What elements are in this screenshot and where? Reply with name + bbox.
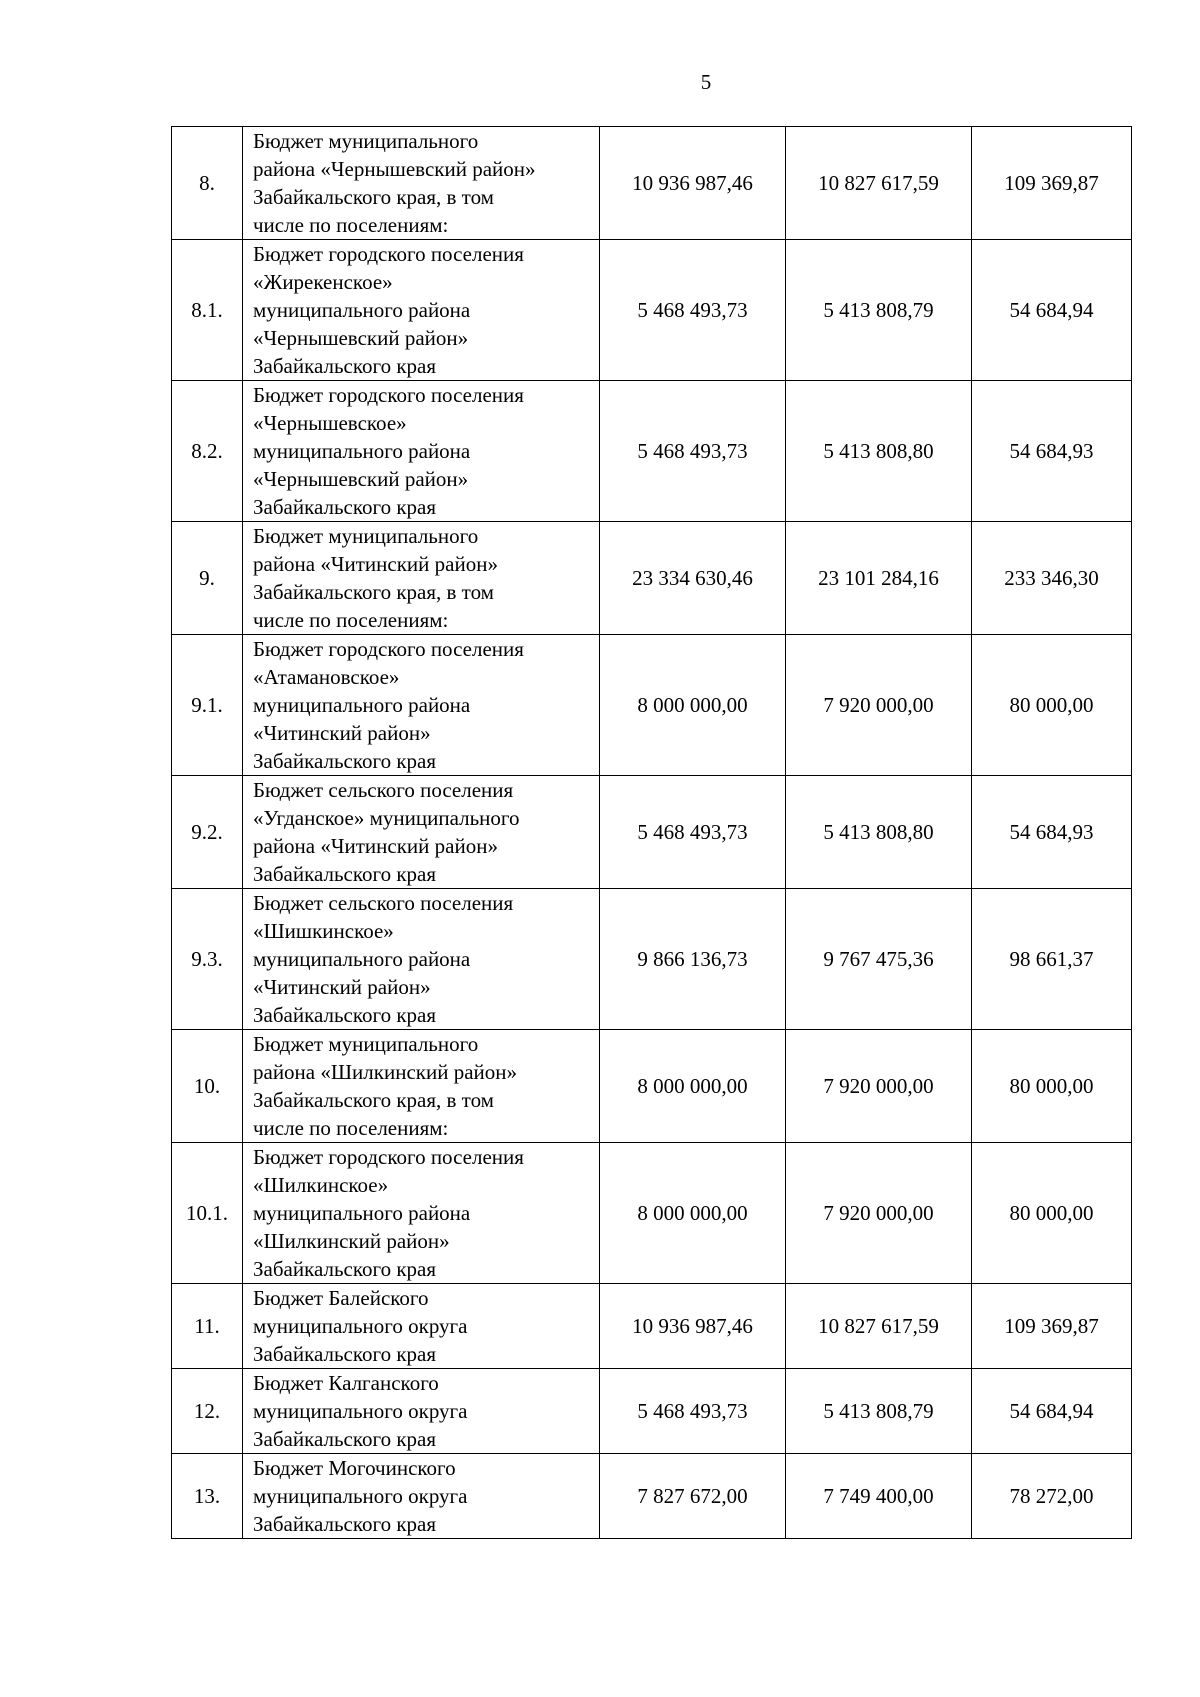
local-amount-cell: 54 684,94 bbox=[972, 240, 1132, 381]
budget-name-line: Забайкальского края bbox=[253, 1003, 437, 1027]
budget-name-cell bbox=[243, 635, 600, 776]
budget-name-line: «Атамановское» bbox=[253, 665, 400, 689]
budget-name-line: Забайкальского края bbox=[253, 1342, 437, 1366]
regional-amount-cell: 7 749 400,00 bbox=[786, 1454, 972, 1539]
total-amount-cell: 9 866 136,73 bbox=[600, 889, 786, 1030]
budget-name-line: «Чернышевский район» bbox=[253, 467, 469, 491]
budget-name-cell bbox=[243, 127, 600, 240]
budget-name-line: муниципального района bbox=[253, 439, 471, 463]
budget-name-line: Бюджет городского поселения bbox=[253, 637, 524, 661]
table-row bbox=[172, 1369, 1132, 1454]
budget-name-line: Бюджет муниципального bbox=[253, 1032, 479, 1056]
budget-name-line: муниципального района bbox=[253, 947, 471, 971]
budget-name-line: Забайкальского края bbox=[253, 495, 437, 519]
local-amount-cell: 78 272,00 bbox=[972, 1454, 1132, 1539]
budget-name-line: района «Читинский район» bbox=[253, 834, 498, 858]
total-amount-cell: 10 936 987,46 bbox=[600, 1284, 786, 1369]
budget-name-line: Забайкальского края bbox=[253, 1257, 437, 1281]
local-amount-cell: 109 369,87 bbox=[972, 1284, 1132, 1369]
budget-name-line: «Жирекенское» bbox=[253, 270, 393, 294]
local-amount-cell: 54 684,93 bbox=[972, 381, 1132, 522]
regional-amount-cell: 5 413 808,80 bbox=[786, 381, 972, 522]
total-amount-cell: 10 936 987,46 bbox=[600, 127, 786, 240]
budget-name-line: Забайкальского края bbox=[253, 1512, 437, 1536]
budget-name-cell bbox=[243, 381, 600, 522]
budget-name-line: Бюджет Балейского bbox=[253, 1286, 429, 1310]
row-number-cell: 8. bbox=[172, 127, 243, 240]
budget-name-cell bbox=[243, 776, 600, 889]
total-amount-cell: 8 000 000,00 bbox=[600, 1030, 786, 1143]
budget-name-line: Бюджет муниципального bbox=[253, 129, 479, 153]
row-number-cell: 9.3. bbox=[172, 889, 243, 1030]
local-amount-cell: 98 661,37 bbox=[972, 889, 1132, 1030]
budget-name-line: муниципального округа bbox=[253, 1314, 468, 1338]
budget-name-cell bbox=[243, 1030, 600, 1143]
regional-amount-cell: 5 413 808,80 bbox=[786, 776, 972, 889]
regional-amount-cell: 7 920 000,00 bbox=[786, 1030, 972, 1143]
budget-name-line: «Читинский район» bbox=[253, 975, 431, 999]
page-number: 5 bbox=[700, 70, 712, 94]
budget-name-line: района «Читинский район» bbox=[253, 552, 498, 576]
budget-name-line: района «Чернышевский район» bbox=[253, 157, 536, 181]
budget-name-line: Бюджет городского поселения bbox=[253, 383, 524, 407]
budget-name-line: муниципального района bbox=[253, 693, 471, 717]
table-row bbox=[172, 127, 1132, 240]
budget-name-line: «Угданское» муниципального bbox=[253, 806, 520, 830]
total-amount-cell: 7 827 672,00 bbox=[600, 1454, 786, 1539]
budget-name-line: Бюджет сельского поселения bbox=[253, 778, 514, 802]
row-number-cell: 10. bbox=[172, 1030, 243, 1143]
budget-name-line: Забайкальского края bbox=[253, 862, 437, 886]
local-amount-cell: 233 346,30 bbox=[972, 522, 1132, 635]
regional-amount-cell: 5 413 808,79 bbox=[786, 240, 972, 381]
budget-name-line: Бюджет муниципального bbox=[253, 524, 479, 548]
budget-name-line: муниципального района bbox=[253, 1201, 471, 1225]
row-number-cell: 12. bbox=[172, 1369, 243, 1454]
budget-name-line: Бюджет городского поселения bbox=[253, 1145, 524, 1169]
row-number-cell: 10.1. bbox=[172, 1143, 243, 1284]
total-amount-cell: 5 468 493,73 bbox=[600, 381, 786, 522]
budget-name-line: Бюджет Могочинского bbox=[253, 1456, 456, 1480]
row-number-cell: 11. bbox=[172, 1284, 243, 1369]
table-row bbox=[172, 381, 1132, 522]
budget-name-cell bbox=[243, 1369, 600, 1454]
budget-name-line: «Чернышевское» bbox=[253, 411, 407, 435]
total-amount-cell: 8 000 000,00 bbox=[600, 635, 786, 776]
table-row bbox=[172, 240, 1132, 381]
budget-name-line: Бюджет городского поселения bbox=[253, 242, 524, 266]
budget-table bbox=[171, 126, 1132, 1539]
row-number-cell: 8.1. bbox=[172, 240, 243, 381]
budget-name-line: числе по поселениям: bbox=[253, 608, 449, 632]
table-row bbox=[172, 1454, 1132, 1539]
budget-name-cell bbox=[243, 1454, 600, 1539]
budget-name-cell bbox=[243, 889, 600, 1030]
local-amount-cell: 80 000,00 bbox=[972, 1143, 1132, 1284]
budget-name-cell bbox=[243, 1143, 600, 1284]
regional-amount-cell: 9 767 475,36 bbox=[786, 889, 972, 1030]
budget-name-cell bbox=[243, 240, 600, 381]
row-number-cell: 13. bbox=[172, 1454, 243, 1539]
regional-amount-cell: 5 413 808,79 bbox=[786, 1369, 972, 1454]
total-amount-cell: 23 334 630,46 bbox=[600, 522, 786, 635]
budget-name-line: Бюджет Калганского bbox=[253, 1371, 439, 1395]
budget-name-line: Забайкальского края bbox=[253, 749, 437, 773]
budget-name-line: Забайкальского края, в том bbox=[253, 580, 494, 604]
local-amount-cell: 80 000,00 bbox=[972, 1030, 1132, 1143]
row-number-cell: 8.2. bbox=[172, 381, 243, 522]
local-amount-cell: 54 684,93 bbox=[972, 776, 1132, 889]
budget-name-line: муниципального округа bbox=[253, 1484, 468, 1508]
table-row bbox=[172, 522, 1132, 635]
regional-amount-cell: 7 920 000,00 bbox=[786, 1143, 972, 1284]
local-amount-cell: 80 000,00 bbox=[972, 635, 1132, 776]
table-row bbox=[172, 776, 1132, 889]
table-row bbox=[172, 1030, 1132, 1143]
table-row bbox=[172, 889, 1132, 1030]
budget-name-line: Забайкальского края bbox=[253, 354, 437, 378]
row-number-cell: 9.1. bbox=[172, 635, 243, 776]
budget-name-line: Забайкальского края, в том bbox=[253, 185, 494, 209]
budget-name-line: «Шишкинское» bbox=[253, 919, 394, 943]
row-number-cell: 9. bbox=[172, 522, 243, 635]
budget-name-cell bbox=[243, 1284, 600, 1369]
budget-name-line: «Шилкинский район» bbox=[253, 1229, 450, 1253]
budget-name-line: Бюджет сельского поселения bbox=[253, 891, 514, 915]
table-row bbox=[172, 1284, 1132, 1369]
table-row bbox=[172, 1143, 1132, 1284]
total-amount-cell: 5 468 493,73 bbox=[600, 240, 786, 381]
budget-name-line: Забайкальского края, в том bbox=[253, 1088, 494, 1112]
regional-amount-cell: 7 920 000,00 bbox=[786, 635, 972, 776]
budget-name-line: «Шилкинское» bbox=[253, 1173, 389, 1197]
row-number-cell: 9.2. bbox=[172, 776, 243, 889]
budget-name-line: «Читинский район» bbox=[253, 721, 431, 745]
local-amount-cell: 54 684,94 bbox=[972, 1369, 1132, 1454]
budget-name-line: муниципального района bbox=[253, 298, 471, 322]
local-amount-cell: 109 369,87 bbox=[972, 127, 1132, 240]
budget-name-line: муниципального округа bbox=[253, 1399, 468, 1423]
budget-name-line: числе по поселениям: bbox=[253, 213, 449, 237]
budget-name-line: числе по поселениям: bbox=[253, 1116, 449, 1140]
budget-name-line: Забайкальского края bbox=[253, 1427, 437, 1451]
total-amount-cell: 5 468 493,73 bbox=[600, 776, 786, 889]
budget-table-body bbox=[172, 127, 1132, 1539]
total-amount-cell: 5 468 493,73 bbox=[600, 1369, 786, 1454]
budget-name-line: «Чернышевский район» bbox=[253, 326, 469, 350]
regional-amount-cell: 23 101 284,16 bbox=[786, 522, 972, 635]
regional-amount-cell: 10 827 617,59 bbox=[786, 1284, 972, 1369]
budget-name-line: района «Шилкинский район» bbox=[253, 1060, 517, 1084]
table-row bbox=[172, 635, 1132, 776]
budget-name-cell bbox=[243, 522, 600, 635]
regional-amount-cell: 10 827 617,59 bbox=[786, 127, 972, 240]
total-amount-cell: 8 000 000,00 bbox=[600, 1143, 786, 1284]
